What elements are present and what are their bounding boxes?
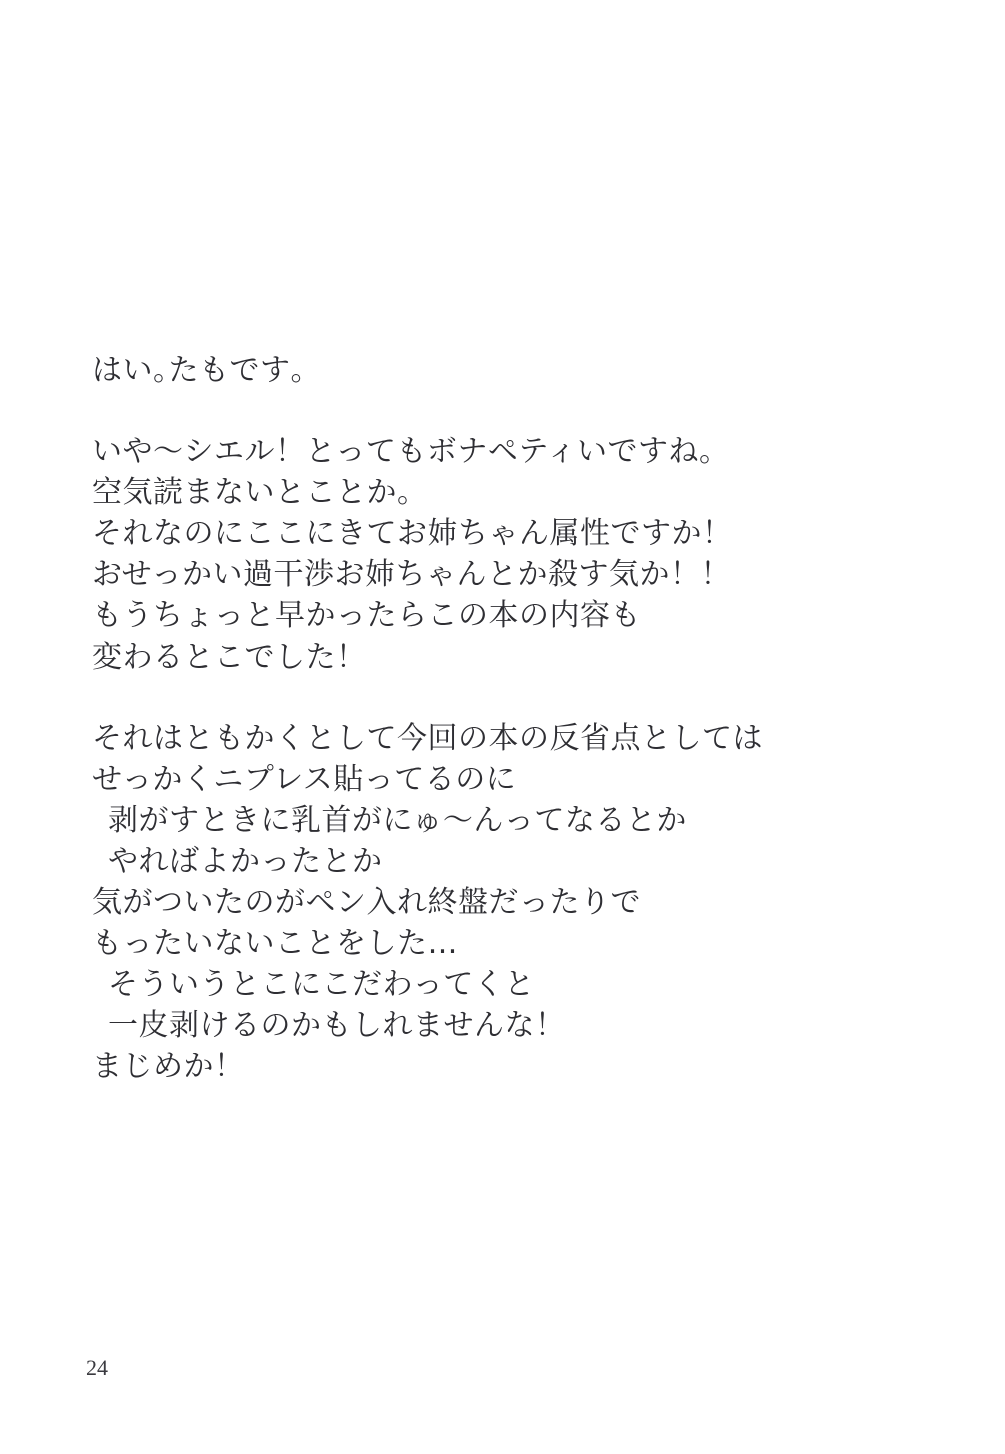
afterword-line: 気がついたのがペン入れ終盤だったりで xyxy=(92,885,641,921)
afterword-line: やればよかったとか xyxy=(108,843,383,879)
afterword-text-block xyxy=(92,350,922,1088)
afterword-paragraph xyxy=(92,431,922,678)
afterword-line: まじめか！ xyxy=(92,1049,245,1085)
afterword-line: いや～シエル！とってもボナペティいですね｡ xyxy=(92,434,715,470)
afterword-line: せっかくニプレス貼ってるのに xyxy=(92,761,517,797)
afterword-line: それなのにここにきてお姉ちゃん属性ですか！ xyxy=(92,516,733,552)
afterword-paragraph xyxy=(92,718,922,1088)
afterword-line: 空気読まないとことか｡ xyxy=(92,475,413,511)
page-number: 24 xyxy=(86,1355,108,1380)
afterword-line: 剥がすときに乳首がにゅ～んってなるとか xyxy=(108,802,687,838)
afterword-line: もうちょっと早かったらこの本の内容も xyxy=(92,598,641,634)
afterword-line: もったいないことをした… xyxy=(92,926,458,962)
afterword-line: はい｡たもです｡ xyxy=(92,353,306,388)
afterword-line: 一皮剥けるのかもしれませんな！ xyxy=(108,1008,566,1044)
afterword-paragraph xyxy=(92,350,922,391)
afterword-line: おせっかい過干渉お姉ちゃんとか殺す気か！！ xyxy=(92,557,731,593)
afterword-line: 変わるとこでした！ xyxy=(92,639,367,675)
afterword-line: そういうとこにこだわってくと xyxy=(108,967,535,1003)
afterword-line: それはともかくとして今回の本の反省点としては xyxy=(92,720,763,756)
